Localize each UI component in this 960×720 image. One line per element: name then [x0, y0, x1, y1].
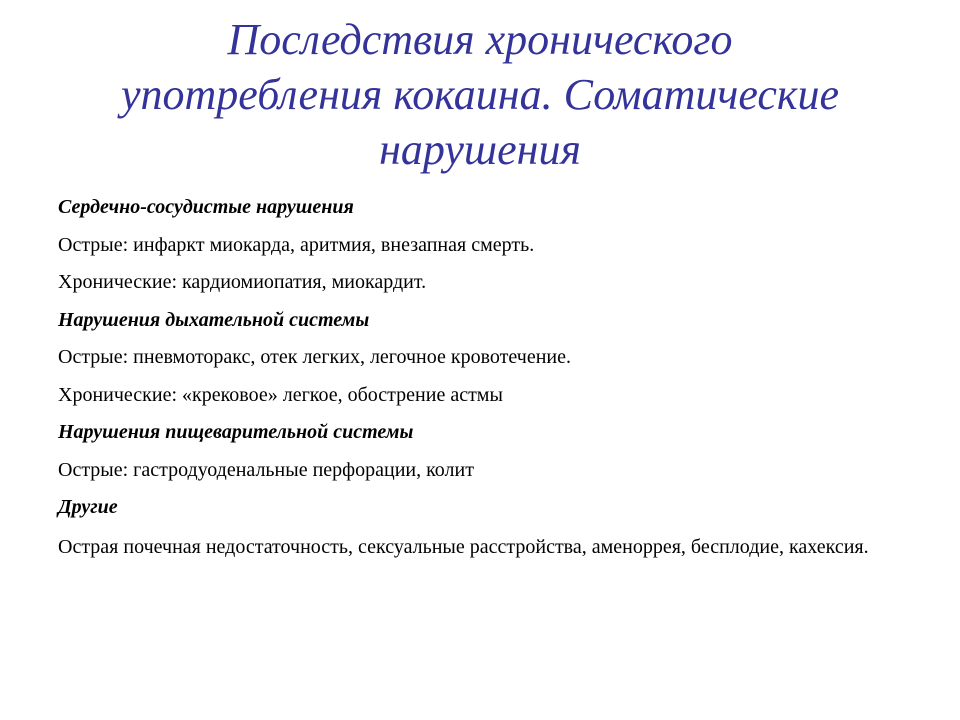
section-heading-cardiovascular: Сердечно-сосудистые нарушения [58, 196, 354, 218]
cardiovascular-acute: Острые: инфаркт миокарда, аритмия, внезапная смерть. [58, 233, 535, 256]
slide-body [58, 195, 918, 574]
respiratory-acute: Острые: пневмоторакс, отек легких, легочное кровотечение. [58, 346, 571, 368]
title-line-1: Последствия хронического [227, 15, 733, 64]
digestive-acute: Острые: гастродуоденальные перфорации, колит [58, 458, 474, 481]
title-line-3: нарушения [379, 125, 581, 174]
section-heading-respiratory: Нарушения дыхательной системы [58, 308, 370, 331]
section-heading-digestive: Нарушения пищеварительной системы [58, 421, 414, 443]
cardiovascular-chronic: Хронические: кардиомиопатия, миокардит. [58, 271, 427, 293]
section-heading-other: Другие [58, 496, 118, 518]
other-details: Острая почечная недостаточность, сексуальные расстройства, аменоррея, бесплодие, кахексия. [58, 535, 869, 558]
slide-title [70, 12, 890, 177]
respiratory-chronic: Хронические: «крековое» легкое, обострение астмы [58, 383, 503, 406]
title-line-2: употребления кокаина. Соматические [120, 70, 839, 119]
